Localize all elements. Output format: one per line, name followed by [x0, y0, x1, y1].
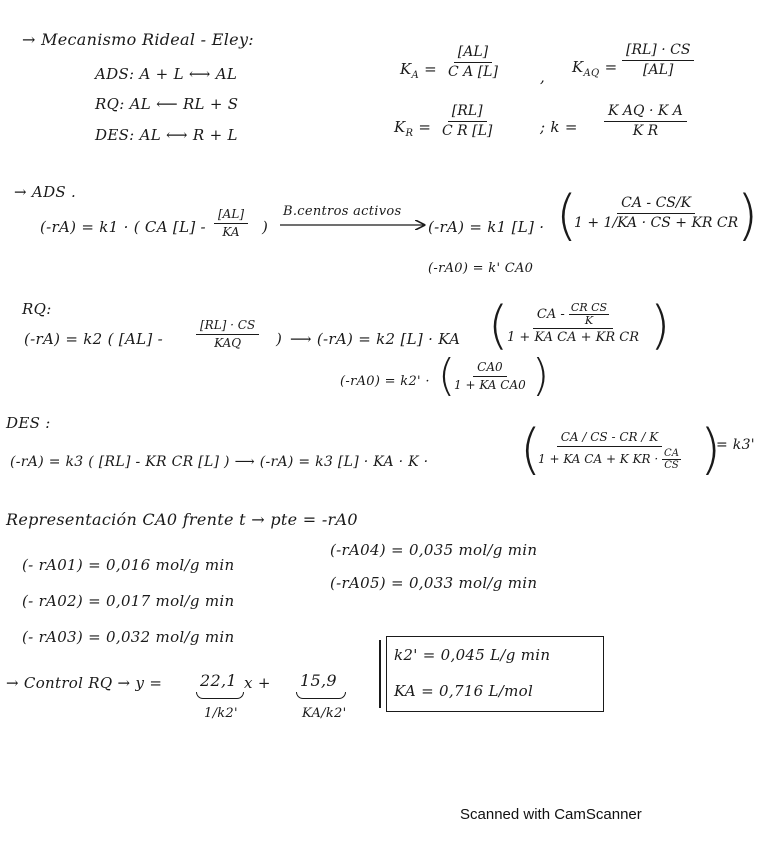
rq-section-label: RQ: — [22, 300, 52, 318]
des-big-fraction — [534, 430, 685, 471]
control-x-plus: x + — [244, 674, 271, 692]
des-big-right-paren: ) — [700, 418, 722, 481]
result-ka: KA = 0,716 L/mol — [394, 682, 534, 700]
des-rate-expression: (-rA) = k3 ( [RL] - KR CR [L] ) ⟶ (-rA) = k3 [L] · KA · K · — [10, 454, 429, 470]
ads-big-left-paren: ( — [556, 184, 578, 247]
des-big-numerator: CA / CS - CR / K — [557, 430, 662, 447]
rate-value-3: (- rA03) = 0,032 mol/g min — [22, 628, 235, 646]
rq-initial-rate-lhs: (-rA0) = k2' · — [340, 374, 430, 389]
rq-inner-denominator: KAQ — [214, 336, 242, 350]
mechanism-title: → Mecanismo Rideal - Eley: — [22, 30, 254, 49]
result-k2: k2' = 0,045 L/g min — [394, 646, 551, 664]
kr-denominator: C R [L] — [442, 123, 493, 139]
ads-rate-rhs: (-rA) = k1 [L] · — [428, 218, 545, 236]
rq-big-left-paren: ( — [488, 296, 509, 356]
ads-big-right-paren: ) — [737, 184, 759, 247]
rate-value-4: (-rA04) = 0,035 mol/g min — [330, 541, 538, 559]
ads-inner-fraction — [214, 207, 248, 240]
kaq-numerator: [RL] · CS — [622, 42, 694, 61]
kr-definition-lhs: $K_R$ = — [394, 118, 432, 139]
ads-arrow-label: B.centros activos — [283, 204, 402, 219]
rq-big-numerator-fraction-top: CR CS — [570, 301, 608, 314]
ads-inner-numerator: [AL] — [214, 207, 248, 224]
scanner-watermark: Scanned with CamScanner — [460, 806, 642, 823]
k-numerator: K AQ · K A — [604, 103, 687, 122]
rq-big-fraction — [503, 302, 643, 345]
kaq-denominator: [AL] — [643, 62, 674, 78]
des-denominator-fraction-top: CA — [664, 448, 679, 459]
kaq-definition-fraction — [622, 42, 694, 79]
des-equals-k3: = k3' — [716, 437, 755, 453]
rq-big-right-paren: ) — [650, 296, 671, 356]
rq-rate-rhs: ⟶ (-rA) = k2 [L] · KA — [290, 330, 461, 348]
mechanism-rq-step: RQ: AL ⟵ RL + S — [95, 95, 239, 113]
ads-section-label: → ADS . — [14, 183, 77, 201]
intercept-note: KA/k2' — [302, 706, 347, 721]
rq-inner-numerator: [RL] · CS — [196, 318, 259, 335]
separator-comma: , — [540, 68, 546, 86]
ka-definition-lhs: $K_A$ = — [400, 60, 437, 81]
rate-value-5: (-rA05) = 0,033 mol/g min — [330, 574, 538, 592]
rate-value-1: (- rA01) = 0,016 mol/g min — [22, 556, 235, 574]
ads-big-fraction — [570, 195, 742, 232]
ads-close-paren: ) — [262, 218, 269, 236]
des-big-left-paren: ( — [520, 418, 542, 481]
kr-numerator: [RL] — [448, 103, 487, 122]
rq-initial-denominator: 1 + KA CA0 — [454, 378, 526, 392]
des-denominator-fraction-bottom: CS — [664, 460, 679, 471]
kaq-definition-lhs: $K_{AQ}$ = — [572, 58, 618, 79]
kr-definition-fraction — [438, 103, 496, 140]
representation-title: Representación CA0 frente t → pte = -rA0 — [6, 510, 358, 529]
slope-brace — [196, 692, 244, 699]
rq-big-denominator: 1 + KA CA + KR CR — [507, 330, 639, 345]
rq-big-numerator: CA - $\frac{\text{CR CS}}{K}$ — [533, 302, 613, 329]
ka-denominator: C A [L] — [448, 64, 498, 80]
rq-big-numerator-fraction-bottom: K — [584, 314, 594, 327]
result-box-bar — [379, 640, 381, 708]
mechanism-des-step: DES: AL ⟷ R + L — [95, 126, 238, 144]
rq-initial-numerator: CA0 — [473, 360, 506, 377]
ads-big-numerator: CA - CS/K — [617, 195, 695, 214]
slope-note: 1/k2' — [204, 706, 238, 721]
rq-initial-left-paren: ( — [438, 350, 456, 401]
k-definition-lhs: ; k = — [540, 118, 578, 136]
mechanism-ads-step: ADS: A + L ⟷ AL — [95, 65, 238, 83]
rq-initial-right-paren: ) — [532, 350, 550, 401]
ads-rate-lhs: (-rA) = k1 · ( CA [L] - — [40, 218, 206, 236]
rq-inner-fraction — [196, 318, 259, 351]
rq-rate-lhs: (-rA) = k2 ( [AL] - — [24, 330, 163, 348]
des-big-denominator: 1 + KA CA + K KR · $\frac{CA}{CS}$ — [538, 448, 679, 471]
k-denominator: K R — [632, 123, 659, 139]
control-intercept-value: 15,9 — [300, 671, 337, 690]
rq-close-paren: ) — [276, 330, 283, 348]
ka-definition-fraction — [444, 44, 502, 81]
ka-numerator: [AL] — [454, 44, 492, 63]
ads-inner-denominator: KA — [222, 225, 240, 239]
control-slope-value: 22,1 — [200, 671, 237, 690]
rq-initial-fraction — [450, 360, 530, 393]
des-section-label: DES : — [6, 414, 51, 432]
ads-initial-rate: (-rA0) = k' CA0 — [428, 261, 534, 276]
intercept-brace — [296, 692, 346, 699]
ads-big-denominator: 1 + 1/KA · CS + KR CR — [574, 215, 739, 231]
k-definition-fraction — [604, 103, 687, 140]
control-rq-prefix: → Control RQ → y = — [6, 674, 163, 692]
rate-value-2: (- rA02) = 0,017 mol/g min — [22, 592, 235, 610]
